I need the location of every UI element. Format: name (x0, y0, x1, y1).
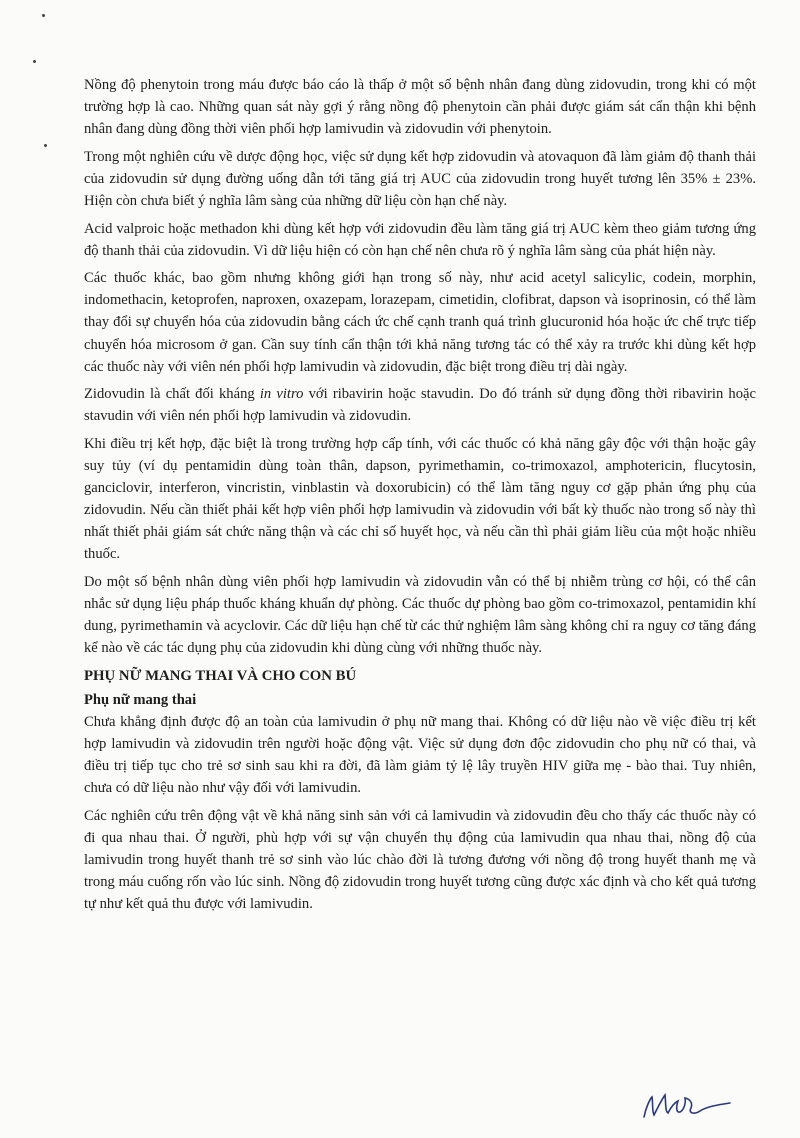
text-run: với ribavirin hoặc stavudin. Do đó tránh sử dụng đồng thời ribavirin hoặc stavudin với viên nén phối hợp lamivudin và zidovudin. (84, 386, 756, 425)
paragraph-phenytoin: Nồng độ phenytoin trong máu được báo cáo là thấp ở một số bệnh nhân đang dùng zidovudin, trong khi có một trường hợp là cao. Những quan sát này gợi ý rằng nồng độ phenytoin cần phải được giám sát cẩn thận khi bệnh nhân đang dùng đồng thời viên phối hợp lamivudin và zidovudin với phenytoin. (84, 77, 756, 138)
subsection-heading: Phụ nữ mang thai (84, 691, 197, 708)
italic-term: in vitro (259, 386, 304, 403)
scan-mark (33, 60, 36, 63)
paragraph-atovaquon: Trong một nghiên cứu về dược động học, việc sử dụng kết hợp zidovudin và atovaquon đã làm giảm độ thanh thải của zidovudin sử dụng đường uống dẫn tới tăng giá trị AUC của zidovudin trong huyết tương lên 35% ± 23%. Hiện còn chưa biết ý nghĩa lâm sàng của những dữ liệu còn hạn chế này. (84, 148, 756, 209)
paragraph-prophylaxis: Do một số bệnh nhân dùng viên phối hợp lamivudin và zidovudin vẫn có thể bị nhiễm trùng cơ hội, có thể cân nhắc sử dụng liệu pháp thuốc kháng khuẩn dự phòng. Các thuốc dự phòng bao gồm co-trimoxazol, pentamidin khí dung, pyrimethamin và acyclovir. Các dữ liệu hạn chế từ các thử nghiệm lâm sàng không chỉ ra nguy cơ tăng đáng kể nào về các tác dụng phụ của zidovudin khi dùng cùng với những thuốc này. (84, 573, 756, 657)
paragraph-pregnancy-safety: Chưa khẳng định được độ an toàn của lamivudin ở phụ nữ mang thai. Không có dữ liệu nào về việc điều trị kết hợp lamivudin và zidovudin trên người hoặc động vật. Việc sử dụng đơn độc zidovudin cho phụ nữ có thai, và điều trị tiếp tục cho trẻ sơ sinh sau khi ra đời, đã làm giảm tỷ lệ lây truyền HIV giữa mẹ - bào thai. Tuy nhiên, chưa có dữ liệu nào như vậy đối với lamivudin. (84, 713, 756, 797)
document-page (84, 74, 756, 921)
paragraph-placenta: Các nghiên cứu trên động vật về khả năng sinh sản với cả lamivudin và zidovudin đều cho thấy các thuốc này có đi qua nhau thai. Ở người, phù hợp với sự vận chuyển thụ động của lamivudin qua nhau thai, nồng độ của lamivudin trong huyết thanh trẻ sơ sinh vào lúc chào đời là tương đương với nồng độ trong huyết thanh mẹ và trong máu cuống rốn vào lúc sinh. Nồng độ zidovudin trong huyết tương cũng được xác định và cho kết quả tương tự như kết quả thu được với lamivudin. (84, 807, 756, 913)
section-heading: PHỤ NỮ MANG THAI VÀ CHO CON BÚ (84, 667, 357, 684)
paragraph-other-drugs: Các thuốc khác, bao gồm nhưng không giới hạn trong số này, như acid acetyl salicylic, codein, morphin, indomethacin, ketoprofen, naproxen, oxazepam, lorazepam, cimetidin, clofibrat, dapson và isoprinosin, có thể làm thay đổi sự chuyển hóa của zidovudin bằng cách ức chế cạnh tranh quá trình glucuronid hóa hoặc ức chế trực tiếp chuyển hóa microsom ở gan. Cần suy tính cẩn thận tới khả năng tương tác có thể xảy ra trước khi dùng kết hợp các thuốc này với viên nén phối hợp lamivudin và zidovudin, đặc biệt trong điều trị dài ngày. (84, 270, 756, 375)
text-run: Zidovudin là chất đối kháng (84, 386, 260, 403)
paragraph-combination: Khi điều trị kết hợp, đặc biệt là trong trường hợp cấp tính, với các thuốc có khả năng gây độc với thận hoặc gây suy tủy (ví dụ pentamidin dùng toàn thân, dapson, pyrimethamin, co-trimoxazol, amphotericin, flucytosin, ganciclovir, interferon, vincristin, vinblastin và doxorubicin) có thể làm tăng nguy cơ gặp phản ứng phụ của zidovudin. Nếu cần thiết phải kết hợp viên phối hợp lamivudin và zidovudin với bất kỳ thuốc nào trong số này thì nhất thiết phải giám sát chức năng thận và các chỉ số huyết học, và nếu cần thì phải giảm liều của một hoặc nhiều thuốc. (84, 435, 756, 563)
paragraph-ribavirin (84, 383, 756, 427)
scan-mark (44, 144, 47, 147)
scan-mark (42, 14, 45, 17)
paragraph-valproic: Acid valproic hoặc methadon khi dùng kết hợp với zidovudin đều làm tăng giá trị AUC kèm theo giảm tương ứng độ thanh thải của zidovudin. Vì dữ liệu hiện có còn hạn chế nên chưa rõ ý nghĩa lâm sàng của phát hiện này. (84, 220, 756, 259)
handwritten-signature (638, 1085, 738, 1125)
